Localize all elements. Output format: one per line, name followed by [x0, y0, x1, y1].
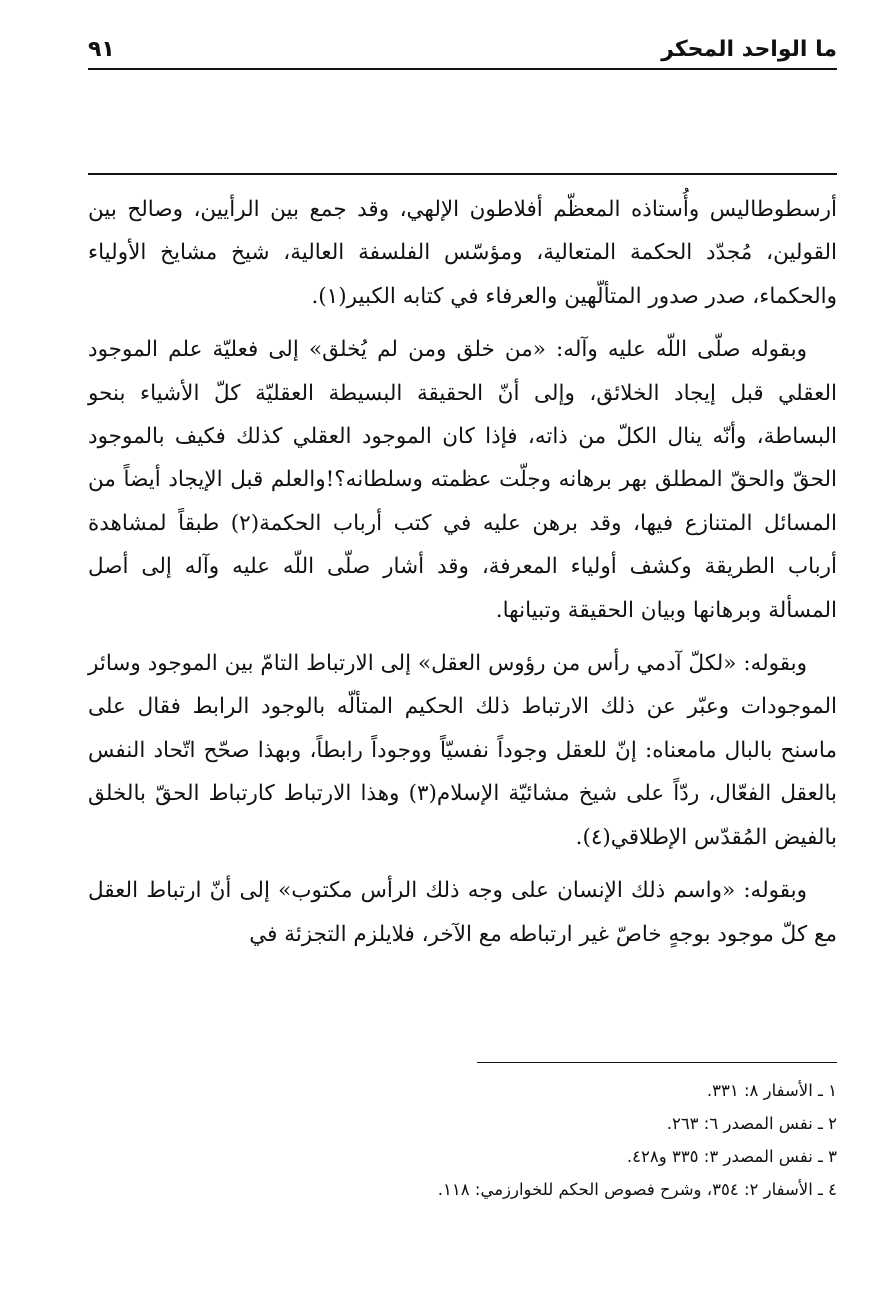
- paragraph: وبقوله: «لكلّ آدمي رأس من رؤوس العقل» إلى الارتباط التامّ بين الموجود وسائر الموجودات وعبّر عن ذلك الارتباط ذلك الحكيم المتألّه بالوجود الرابط فقال على ماسنح بالبال مامعناه: إنّ للعقل وجوداً نفسيّاً ووجوداً رابطاً، وبهذا صحّح اتّحاد النفس بالعقل الفعّال، ردّاً على شيخ مشائيّة الإسلام(٣) وهذا الارتباط كارتباط الحقّ بالخلق بالفيض المُقدّس الإطلاقي(٤).: [88, 651, 837, 850]
- paragraph: أرسطوطاليس وأُستاذه المعظّم أفلاطون الإلهي، وقد جمع بين الرأيين، وصالح بين القولين، مُجدّد الحكمة المتعالية، ومؤسّس الفلسفة العالية، شيخ مشايخ الأولياء والحكماء، صدر صدور المتألّهين والعرفاء في كتابه الكبير(١).: [88, 197, 837, 309]
- running-title: ما الواحد المحكر: [661, 37, 837, 62]
- main-text: [88, 188, 837, 966]
- footnote: ٣ ـ نفس المصدر ٣: ٣٣٥ و٤٢٨.: [626, 1147, 837, 1166]
- paragraph: وبقوله صلّى اللّه عليه وآله: «من خلق ومن لم يُخلق» إلى فعليّة علم الموجود العقلي قبل إيجاد الخلائق، وإلى أنّ الحقيقة البسيطة العقليّة كلّ الأشياء بنحو البساطة، وأنّه ينال الكلّ من ذاته، فإذا كان الموجود العقلي كذلك فكيف بالموجود الحقّ والحقّ المطلق بهر برهانه وجلّت عظمته وسلطانه؟!والعلم قبل الإيجاد أيضاً من المسائل المتنازع فيها، وقد برهن عليه في كتب أرباب الحكمة(٢) طبقاً لمشاهدة أرباب الطريقة وكشف أولياء المعرفة، وقد أشار صلّى اللّه عليه وآله إلى أصل المسألة وبرهانها وبيان الحقيقة وتبيانها.: [88, 337, 837, 623]
- paragraph: وبقوله: «واسم ذلك الإنسان على وجه ذلك الرأس مكتوب» إلى أنّ ارتباط العقل مع كلّ موجود بوجهٍ خاصّ غير ارتباطه مع الآخر، فلايلزم التجزئة في: [88, 878, 837, 947]
- footnote: ١ ـ الأسفار ٨: ٣٣١.: [706, 1081, 837, 1100]
- page-header: [88, 26, 837, 70]
- footnote: ٤ ـ الأسفار ٢: ٣٥٤، وشرح فصوص الحكم للخوارزمي: ١١٨.: [437, 1180, 837, 1199]
- footnote: ٢ ـ نفس المصدر ٦: ٢٦٣.: [666, 1114, 837, 1133]
- page-number: ٩١: [88, 37, 115, 62]
- footnote-divider: [477, 1062, 837, 1063]
- header-divider: [88, 173, 837, 175]
- footnotes: [88, 1074, 837, 1206]
